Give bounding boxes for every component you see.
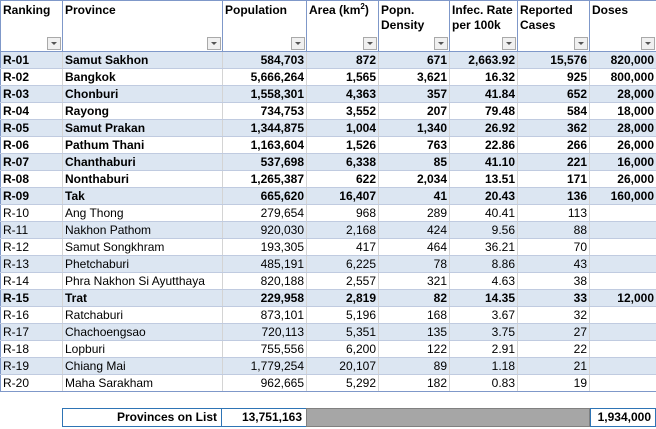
cell-ranking[interactable]: R-07 — [1, 154, 63, 171]
cell-density[interactable]: 41 — [379, 188, 450, 205]
cell-cases[interactable]: 113 — [518, 205, 590, 222]
cell-density[interactable]: 763 — [379, 137, 450, 154]
cell-infection-rate[interactable]: 16.32 — [450, 69, 518, 86]
cell-infection-rate[interactable]: 79.48 — [450, 103, 518, 120]
cell-doses[interactable] — [590, 273, 656, 290]
cell-population[interactable]: 1,344,875 — [223, 120, 307, 137]
cell-ranking[interactable]: R-13 — [1, 256, 63, 273]
cell-population[interactable]: 229,958 — [223, 290, 307, 307]
cell-area[interactable]: 622 — [307, 171, 379, 188]
cell-area[interactable]: 20,107 — [307, 358, 379, 375]
cell-province[interactable]: Trat — [63, 290, 223, 307]
cell-population[interactable]: 279,654 — [223, 205, 307, 222]
table-row — [1, 154, 656, 171]
table-row — [1, 69, 656, 86]
cell-area[interactable]: 6,338 — [307, 154, 379, 171]
cell-infection-rate[interactable]: 8.86 — [450, 256, 518, 273]
cell-area[interactable]: 968 — [307, 205, 379, 222]
table-row — [1, 103, 656, 120]
cell-ranking[interactable]: R-17 — [1, 324, 63, 341]
cell-density[interactable]: 168 — [379, 307, 450, 324]
cell-cases[interactable]: 21 — [518, 358, 590, 375]
cell-province[interactable]: Nonthaburi — [63, 171, 223, 188]
cell-infection-rate[interactable]: 2,663.92 — [450, 52, 518, 69]
cell-doses[interactable] — [590, 324, 656, 341]
filter-dropdown-icon[interactable] — [291, 37, 305, 50]
cell-density[interactable]: 122 — [379, 341, 450, 358]
cell-density[interactable]: 2,034 — [379, 171, 450, 188]
table-row — [1, 358, 656, 375]
header-doses[interactable] — [590, 1, 656, 52]
cell-ranking[interactable]: R-19 — [1, 358, 63, 375]
cell-province[interactable]: Chachoengsao — [63, 324, 223, 341]
cell-doses[interactable]: 26,000 — [590, 137, 656, 154]
cell-province[interactable]: Lopburi — [63, 341, 223, 358]
cell-ranking[interactable]: R-05 — [1, 120, 63, 137]
cell-area[interactable]: 5,196 — [307, 307, 379, 324]
cell-area[interactable]: 5,351 — [307, 324, 379, 341]
cell-density[interactable]: 207 — [379, 103, 450, 120]
filter-dropdown-icon[interactable] — [502, 37, 516, 50]
cell-ranking[interactable]: R-08 — [1, 171, 63, 188]
cell-population[interactable]: 962,665 — [223, 375, 307, 392]
table-row — [1, 188, 656, 205]
cell-ranking[interactable]: R-03 — [1, 86, 63, 103]
cell-province[interactable]: Phra Nakhon Si Ayutthaya — [63, 273, 223, 290]
cell-ranking[interactable]: R-16 — [1, 307, 63, 324]
cell-density[interactable]: 289 — [379, 205, 450, 222]
cell-cases[interactable]: 266 — [518, 137, 590, 154]
cell-population[interactable]: 485,191 — [223, 256, 307, 273]
header-density-label: Popn. Density — [381, 3, 425, 32]
cell-cases[interactable]: 70 — [518, 239, 590, 256]
totals-label[interactable]: Provinces on List — [62, 408, 222, 427]
filter-dropdown-icon[interactable] — [47, 37, 61, 50]
cell-population[interactable]: 537,698 — [223, 154, 307, 171]
cell-doses[interactable]: 12,000 — [590, 290, 656, 307]
cell-area[interactable]: 1,565 — [307, 69, 379, 86]
cell-province[interactable]: Chonburi — [63, 86, 223, 103]
cell-province[interactable]: Samut Sakhon — [63, 52, 223, 69]
table-row — [1, 205, 656, 222]
cell-doses[interactable]: 16,000 — [590, 154, 656, 171]
cell-area[interactable]: 1,526 — [307, 137, 379, 154]
table-row — [1, 52, 656, 69]
cell-doses[interactable] — [590, 256, 656, 273]
cell-density[interactable]: 135 — [379, 324, 450, 341]
cell-ranking[interactable]: R-02 — [1, 69, 63, 86]
table-row — [1, 375, 656, 392]
cell-area[interactable]: 5,292 — [307, 375, 379, 392]
cell-area[interactable]: 417 — [307, 239, 379, 256]
cell-infection-rate[interactable]: 9.56 — [450, 222, 518, 239]
cell-cases[interactable]: 136 — [518, 188, 590, 205]
cell-density[interactable]: 1,340 — [379, 120, 450, 137]
cell-population[interactable]: 755,556 — [223, 341, 307, 358]
cell-province[interactable]: Chiang Mai — [63, 358, 223, 375]
cell-population[interactable]: 193,305 — [223, 239, 307, 256]
cell-density[interactable]: 424 — [379, 222, 450, 239]
cell-density[interactable]: 671 — [379, 52, 450, 69]
cell-doses[interactable]: 18,000 — [590, 103, 656, 120]
cell-doses[interactable] — [590, 307, 656, 324]
totals-row — [62, 408, 656, 427]
cell-ranking[interactable]: R-10 — [1, 205, 63, 222]
cell-ranking[interactable]: R-11 — [1, 222, 63, 239]
cell-density[interactable]: 464 — [379, 239, 450, 256]
table-row — [1, 239, 656, 256]
cell-doses[interactable] — [590, 375, 656, 392]
cell-infection-rate[interactable]: 41.10 — [450, 154, 518, 171]
cell-population[interactable]: 1,163,604 — [223, 137, 307, 154]
cell-province[interactable]: Ratchaburi — [63, 307, 223, 324]
cell-doses[interactable] — [590, 341, 656, 358]
cell-doses[interactable]: 800,000 — [590, 69, 656, 86]
cell-ranking[interactable]: R-15 — [1, 290, 63, 307]
table-row — [1, 120, 656, 137]
cell-ranking[interactable]: R-14 — [1, 273, 63, 290]
cell-province[interactable]: Samut Prakan — [63, 120, 223, 137]
cell-population[interactable]: 1,558,301 — [223, 86, 307, 103]
cell-area[interactable]: 16,407 — [307, 188, 379, 205]
header-province-label: Province — [65, 3, 116, 17]
cell-infection-rate[interactable]: 22.86 — [450, 137, 518, 154]
cell-infection-rate[interactable]: 14.35 — [450, 290, 518, 307]
header-province[interactable] — [63, 1, 223, 52]
cell-province[interactable]: Maha Sarakham — [63, 375, 223, 392]
header-infection-rate[interactable] — [450, 1, 518, 52]
header-ranking-label: Ranking — [3, 3, 51, 17]
cell-cases[interactable]: 33 — [518, 290, 590, 307]
cell-doses[interactable]: 160,000 — [590, 188, 656, 205]
cell-doses[interactable]: 28,000 — [590, 120, 656, 137]
cell-infection-rate[interactable]: 20.43 — [450, 188, 518, 205]
cell-population[interactable]: 734,753 — [223, 103, 307, 120]
table-row — [1, 273, 656, 290]
cell-province[interactable]: Bangkok — [63, 69, 223, 86]
cell-doses[interactable]: 28,000 — [590, 86, 656, 103]
cell-cases[interactable]: 19 — [518, 375, 590, 392]
cell-area[interactable]: 1,004 — [307, 120, 379, 137]
cell-ranking[interactable]: R-01 — [1, 52, 63, 69]
cell-cases[interactable]: 27 — [518, 324, 590, 341]
cell-cases[interactable]: 584 — [518, 103, 590, 120]
cell-doses[interactable] — [590, 222, 656, 239]
header-doses-label: Doses — [592, 3, 629, 17]
cell-cases[interactable]: 32 — [518, 307, 590, 324]
cell-area[interactable]: 4,363 — [307, 86, 379, 103]
cell-density[interactable]: 89 — [379, 358, 450, 375]
table-row — [1, 171, 656, 188]
cell-ranking[interactable]: R-09 — [1, 188, 63, 205]
cell-infection-rate[interactable]: 40.41 — [450, 205, 518, 222]
cell-cases[interactable]: 38 — [518, 273, 590, 290]
table-row — [1, 290, 656, 307]
table-row — [1, 324, 656, 341]
table-row — [1, 86, 656, 103]
cell-province[interactable]: Nakhon Pathom — [63, 222, 223, 239]
cell-infection-rate[interactable]: 36.21 — [450, 239, 518, 256]
cell-area[interactable]: 872 — [307, 52, 379, 69]
cell-doses[interactable]: 26,000 — [590, 171, 656, 188]
totals-population[interactable]: 13,751,163 — [222, 408, 306, 427]
cell-province[interactable]: Pathum Thani — [63, 137, 223, 154]
cell-doses[interactable] — [590, 358, 656, 375]
filter-dropdown-icon[interactable] — [207, 37, 221, 50]
cell-cases[interactable]: 362 — [518, 120, 590, 137]
cell-cases[interactable]: 925 — [518, 69, 590, 86]
table-row — [1, 307, 656, 324]
cell-doses[interactable] — [590, 205, 656, 222]
cell-infection-rate[interactable]: 0.83 — [450, 375, 518, 392]
cell-infection-rate[interactable]: 13.51 — [450, 171, 518, 188]
cell-cases[interactable]: 15,576 — [518, 52, 590, 69]
cell-density[interactable]: 321 — [379, 273, 450, 290]
table-row — [1, 256, 656, 273]
cell-province[interactable]: Chanthaburi — [63, 154, 223, 171]
cell-province[interactable]: Tak — [63, 188, 223, 205]
cell-cases[interactable]: 43 — [518, 256, 590, 273]
cell-area[interactable]: 2,819 — [307, 290, 379, 307]
cell-infection-rate[interactable]: 3.67 — [450, 307, 518, 324]
cell-density[interactable]: 82 — [379, 290, 450, 307]
cell-area[interactable]: 3,552 — [307, 103, 379, 120]
cell-population[interactable]: 665,620 — [223, 188, 307, 205]
cell-population[interactable]: 584,703 — [223, 52, 307, 69]
cell-population[interactable]: 920,030 — [223, 222, 307, 239]
cell-cases[interactable]: 221 — [518, 154, 590, 171]
cell-area[interactable]: 2,557 — [307, 273, 379, 290]
cell-population[interactable]: 873,101 — [223, 307, 307, 324]
totals-doses[interactable]: 1,934,000 — [590, 408, 656, 427]
cell-area[interactable]: 6,200 — [307, 341, 379, 358]
cell-ranking[interactable]: R-18 — [1, 341, 63, 358]
cell-population[interactable]: 1,779,254 — [223, 358, 307, 375]
header-population[interactable] — [223, 1, 307, 52]
header-cases-label: Reported Cases — [520, 3, 573, 32]
header-density[interactable] — [379, 1, 450, 52]
cell-doses[interactable] — [590, 239, 656, 256]
cell-cases[interactable]: 652 — [518, 86, 590, 103]
filter-dropdown-icon[interactable] — [574, 37, 588, 50]
cell-infection-rate[interactable]: 4.63 — [450, 273, 518, 290]
cell-province[interactable]: Rayong — [63, 103, 223, 120]
cell-cases[interactable]: 88 — [518, 222, 590, 239]
cell-cases[interactable]: 171 — [518, 171, 590, 188]
filter-dropdown-icon[interactable] — [363, 37, 377, 50]
cell-ranking[interactable]: R-20 — [1, 375, 63, 392]
table-row — [1, 341, 656, 358]
cell-cases[interactable]: 22 — [518, 341, 590, 358]
cell-ranking[interactable]: R-06 — [1, 137, 63, 154]
cell-population[interactable]: 720,113 — [223, 324, 307, 341]
header-population-label: Population — [225, 3, 287, 17]
header-ranking[interactable] — [1, 1, 63, 52]
cell-density[interactable]: 3,621 — [379, 69, 450, 86]
cell-population[interactable]: 1,265,387 — [223, 171, 307, 188]
cell-population[interactable]: 5,666,264 — [223, 69, 307, 86]
header-area-label: Area $(km^2)$ — [309, 2, 369, 17]
cell-province[interactable]: Samut Songkhram — [63, 239, 223, 256]
cell-density[interactable]: 182 — [379, 375, 450, 392]
cell-infection-rate[interactable]: 1.18 — [450, 358, 518, 375]
totals-empty-cell[interactable] — [306, 408, 590, 427]
cell-infection-rate[interactable]: 41.84 — [450, 86, 518, 103]
cell-infection-rate[interactable]: 26.92 — [450, 120, 518, 137]
cell-density[interactable]: 85 — [379, 154, 450, 171]
cell-infection-rate[interactable]: 2.91 — [450, 341, 518, 358]
cell-area[interactable]: 6,225 — [307, 256, 379, 273]
cell-infection-rate[interactable]: 3.75 — [450, 324, 518, 341]
header-area[interactable] — [307, 1, 379, 52]
header-infection-label: Infec. Rate per 100k — [452, 3, 513, 32]
cell-ranking[interactable]: R-12 — [1, 239, 63, 256]
cell-province[interactable]: Phetchaburi — [63, 256, 223, 273]
filter-dropdown-icon[interactable] — [641, 37, 655, 50]
table-row — [1, 222, 656, 239]
filter-dropdown-icon[interactable] — [434, 37, 448, 50]
cell-density[interactable]: 78 — [379, 256, 450, 273]
cell-area[interactable]: 2,168 — [307, 222, 379, 239]
cell-ranking[interactable]: R-04 — [1, 103, 63, 120]
cell-province[interactable]: Ang Thong — [63, 205, 223, 222]
table-row — [1, 137, 656, 154]
cell-doses[interactable]: 820,000 — [590, 52, 656, 69]
header-row — [1, 1, 656, 52]
header-cases[interactable] — [518, 1, 590, 52]
cell-population[interactable]: 820,188 — [223, 273, 307, 290]
cell-density[interactable]: 357 — [379, 86, 450, 103]
